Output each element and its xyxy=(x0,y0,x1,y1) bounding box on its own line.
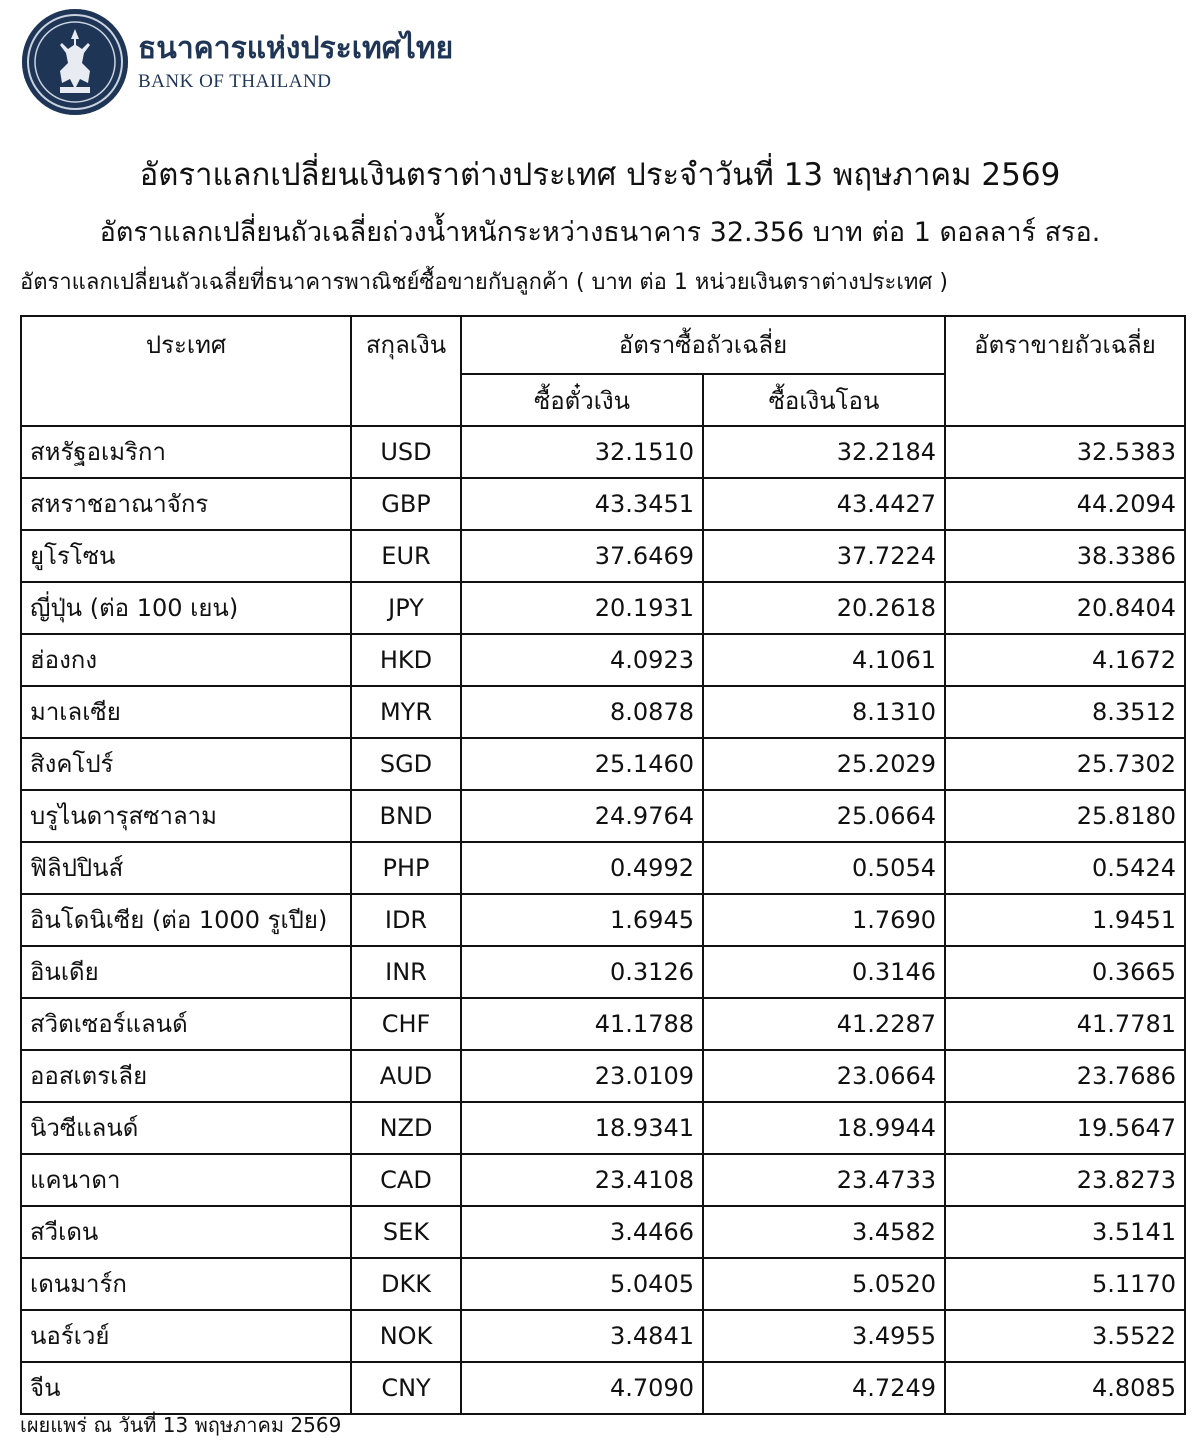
cell-buy-transfer: 4.7249 xyxy=(703,1362,945,1414)
cell-sell: 4.1672 xyxy=(945,634,1185,686)
cell-sell: 44.2094 xyxy=(945,478,1185,530)
deity-emblem-icon xyxy=(32,19,118,105)
cell-sell: 0.5424 xyxy=(945,842,1185,894)
cell-buy-transfer: 32.2184 xyxy=(703,426,945,478)
bank-seal-logo xyxy=(22,9,128,115)
cell-currency-code: EUR xyxy=(351,530,461,582)
table-row xyxy=(21,894,1185,946)
cell-buy-transfer: 23.0664 xyxy=(703,1050,945,1102)
table-row xyxy=(21,998,1185,1050)
bank-header xyxy=(22,8,453,116)
cell-buy-transfer: 37.7224 xyxy=(703,530,945,582)
cell-buy-bill: 1.6945 xyxy=(461,894,703,946)
cell-buy-bill: 20.1931 xyxy=(461,582,703,634)
table-row xyxy=(21,1258,1185,1310)
cell-buy-transfer: 41.2287 xyxy=(703,998,945,1050)
header-buying-rate: อัตราซื้อถัวเฉลี่ย xyxy=(461,316,945,374)
cell-currency-code: INR xyxy=(351,946,461,998)
page-subtitle: อัตราแลกเปลี่ยนถัวเฉลี่ยถ่วงน้ำหนักระหว่างธนาคาร 32.356 บาท ต่อ 1 ดอลลาร์ สรอ. xyxy=(99,217,1101,248)
cell-sell: 25.8180 xyxy=(945,790,1185,842)
cell-sell: 38.3386 xyxy=(945,530,1185,582)
cell-sell: 8.3512 xyxy=(945,686,1185,738)
cell-buy-bill: 3.4466 xyxy=(461,1206,703,1258)
bank-name-thai: ธนาคารแห่งประเทศไทย xyxy=(138,31,454,66)
cell-sell: 32.5383 xyxy=(945,426,1185,478)
cell-buy-bill: 5.0405 xyxy=(461,1258,703,1310)
cell-buy-transfer: 43.4427 xyxy=(703,478,945,530)
cell-buy-bill: 4.0923 xyxy=(461,634,703,686)
cell-currency-code: NZD xyxy=(351,1102,461,1154)
cell-currency-code: DKK xyxy=(351,1258,461,1310)
cell-sell: 23.8273 xyxy=(945,1154,1185,1206)
cell-buy-bill: 43.3451 xyxy=(461,478,703,530)
cell-country: สหรัฐอเมริกา xyxy=(21,426,351,478)
cell-sell: 4.8085 xyxy=(945,1362,1185,1414)
cell-country: มาเลเซีย xyxy=(21,686,351,738)
cell-currency-code: USD xyxy=(351,426,461,478)
cell-buy-bill: 32.1510 xyxy=(461,426,703,478)
cell-buy-transfer: 8.1310 xyxy=(703,686,945,738)
cell-sell: 23.7686 xyxy=(945,1050,1185,1102)
cell-country: ฟิลิปปินส์ xyxy=(21,842,351,894)
table-row xyxy=(21,738,1185,790)
publish-date-note: เผยแพร่ ณ วันที่ 13 พฤษภาคม 2569 xyxy=(20,1413,342,1437)
page-title: อัตราแลกเปลี่ยนเงินตราต่างประเทศ ประจำวันที่ 13 พฤษภาคม 2569 xyxy=(139,157,1061,193)
table-row xyxy=(21,634,1185,686)
header-buy-transfer: ซื้อเงินโอน xyxy=(703,374,945,426)
table-row xyxy=(21,842,1185,894)
cell-buy-bill: 41.1788 xyxy=(461,998,703,1050)
cell-currency-code: CHF xyxy=(351,998,461,1050)
cell-currency-code: SEK xyxy=(351,1206,461,1258)
cell-country: นอร์เวย์ xyxy=(21,1310,351,1362)
cell-buy-bill: 0.4992 xyxy=(461,842,703,894)
header-buy-bill: ซื้อตั๋วเงิน xyxy=(461,374,703,426)
table-row xyxy=(21,1206,1185,1258)
cell-buy-transfer: 3.4582 xyxy=(703,1206,945,1258)
cell-country: สิงคโปร์ xyxy=(21,738,351,790)
cell-currency-code: IDR xyxy=(351,894,461,946)
cell-currency-code: HKD xyxy=(351,634,461,686)
cell-sell: 5.1170 xyxy=(945,1258,1185,1310)
cell-buy-transfer: 25.0664 xyxy=(703,790,945,842)
table-row xyxy=(21,1362,1185,1414)
cell-country: สวีเดน xyxy=(21,1206,351,1258)
table-row xyxy=(21,686,1185,738)
cell-buy-transfer: 0.5054 xyxy=(703,842,945,894)
cell-buy-transfer: 0.3146 xyxy=(703,946,945,998)
cell-country: อินเดีย xyxy=(21,946,351,998)
cell-buy-transfer: 1.7690 xyxy=(703,894,945,946)
cell-buy-transfer: 23.4733 xyxy=(703,1154,945,1206)
cell-sell: 20.8404 xyxy=(945,582,1185,634)
cell-country: แคนาดา xyxy=(21,1154,351,1206)
cell-buy-bill: 25.1460 xyxy=(461,738,703,790)
cell-currency-code: CAD xyxy=(351,1154,461,1206)
cell-country: ออสเตรเลีย xyxy=(21,1050,351,1102)
cell-sell: 3.5141 xyxy=(945,1206,1185,1258)
table-row xyxy=(21,1050,1185,1102)
cell-sell: 41.7781 xyxy=(945,998,1185,1050)
cell-buy-bill: 23.4108 xyxy=(461,1154,703,1206)
cell-buy-transfer: 4.1061 xyxy=(703,634,945,686)
cell-country: สหราชอาณาจักร xyxy=(21,478,351,530)
cell-sell: 3.5522 xyxy=(945,1310,1185,1362)
cell-buy-bill: 24.9764 xyxy=(461,790,703,842)
cell-buy-transfer: 3.4955 xyxy=(703,1310,945,1362)
table-row xyxy=(21,1310,1185,1362)
table-row xyxy=(21,582,1185,634)
cell-sell: 0.3665 xyxy=(945,946,1185,998)
cell-country: จีน xyxy=(21,1362,351,1414)
cell-currency-code: CNY xyxy=(351,1362,461,1414)
cell-country: สวิตเซอร์แลนด์ xyxy=(21,998,351,1050)
cell-country: อินโดนิเซีย (ต่อ 1000 รูเปีย) xyxy=(21,894,351,946)
cell-buy-bill: 18.9341 xyxy=(461,1102,703,1154)
table-row xyxy=(21,790,1185,842)
cell-buy-bill: 3.4841 xyxy=(461,1310,703,1362)
cell-currency-code: NOK xyxy=(351,1310,461,1362)
cell-country: เดนมาร์ก xyxy=(21,1258,351,1310)
cell-country: ญี่ปุ่น (ต่อ 100 เยน) xyxy=(21,582,351,634)
header-currency: สกุลเงิน xyxy=(351,316,461,426)
cell-currency-code: SGD xyxy=(351,738,461,790)
cell-currency-code: AUD xyxy=(351,1050,461,1102)
table-row xyxy=(21,478,1185,530)
cell-currency-code: PHP xyxy=(351,842,461,894)
cell-buy-bill: 37.6469 xyxy=(461,530,703,582)
bank-name-english: BANK OF THAILAND xyxy=(138,71,332,92)
cell-buy-bill: 8.0878 xyxy=(461,686,703,738)
cell-buy-transfer: 25.2029 xyxy=(703,738,945,790)
cell-country: บรูไนดารุสซาลาม xyxy=(21,790,351,842)
cell-buy-transfer: 5.0520 xyxy=(703,1258,945,1310)
cell-country: นิวซีแลนด์ xyxy=(21,1102,351,1154)
cell-buy-bill: 0.3126 xyxy=(461,946,703,998)
cell-currency-code: GBP xyxy=(351,478,461,530)
table-caption: อัตราแลกเปลี่ยนถัวเฉลี่ยที่ธนาคารพาณิชย์ซื้อขายกับลูกค้า ( บาท ต่อ 1 หน่วยเงินตราต่างประเทศ ) xyxy=(20,270,948,295)
table-row xyxy=(21,1102,1185,1154)
cell-buy-bill: 4.7090 xyxy=(461,1362,703,1414)
table-row xyxy=(21,530,1185,582)
cell-buy-bill: 23.0109 xyxy=(461,1050,703,1102)
table-row xyxy=(21,1154,1185,1206)
cell-buy-transfer: 20.2618 xyxy=(703,582,945,634)
cell-currency-code: BND xyxy=(351,790,461,842)
cell-buy-transfer: 18.9944 xyxy=(703,1102,945,1154)
header-country: ประเทศ xyxy=(21,316,351,426)
cell-currency-code: JPY xyxy=(351,582,461,634)
cell-country: ยูโรโซน xyxy=(21,530,351,582)
cell-sell: 19.5647 xyxy=(945,1102,1185,1154)
cell-country: ฮ่องกง xyxy=(21,634,351,686)
cell-currency-code: MYR xyxy=(351,686,461,738)
exchange-rate-table xyxy=(20,315,1186,1415)
cell-sell: 25.7302 xyxy=(945,738,1185,790)
cell-sell: 1.9451 xyxy=(945,894,1185,946)
header-selling-rate: อัตราขายถัวเฉลี่ย xyxy=(945,316,1185,426)
table-row xyxy=(21,946,1185,998)
table-row xyxy=(21,426,1185,478)
